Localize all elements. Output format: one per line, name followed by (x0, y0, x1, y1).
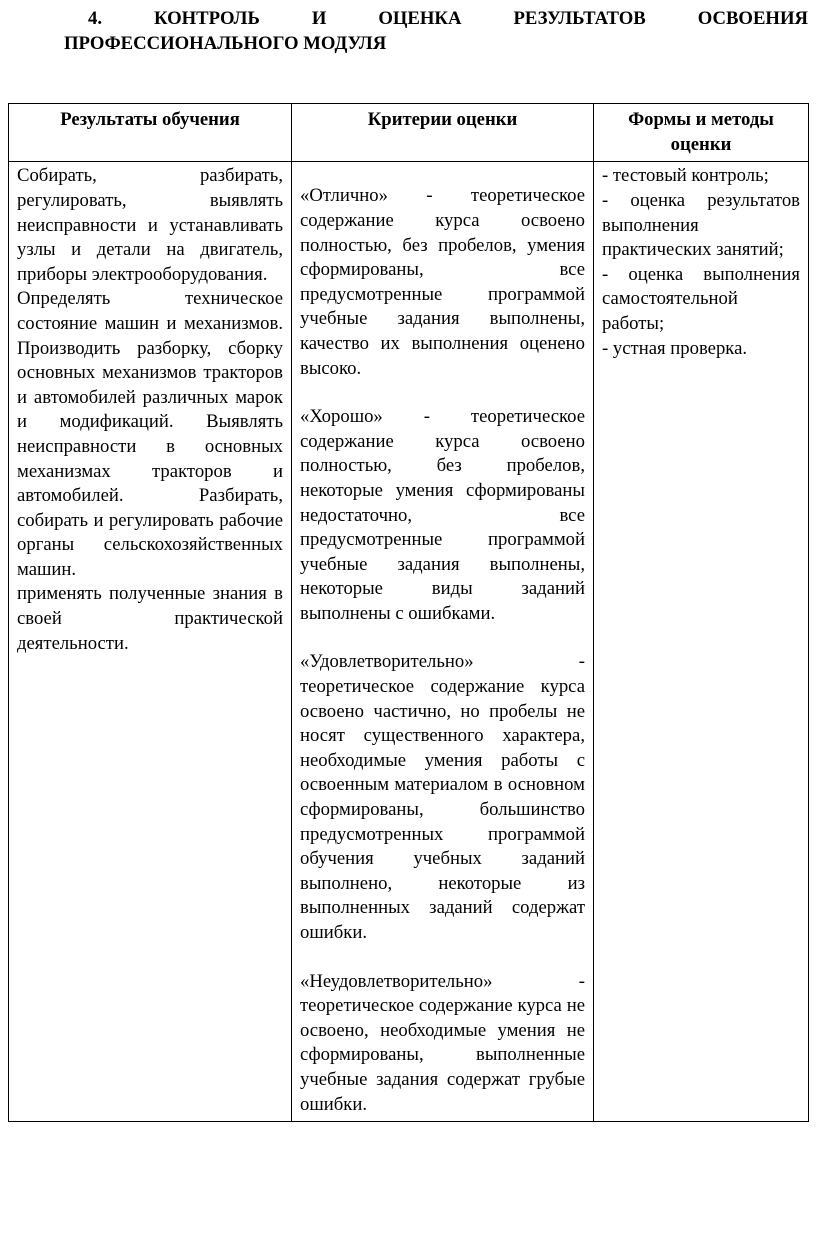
results-paragraph: применять полученные знания в своей практической деятельности. (17, 583, 283, 654)
heading-line-1 (64, 7, 808, 32)
heading-text-line-1: КОНТРОЛЬ И ОЦЕНКА РЕЗУЛЬТАТОВ ОСВОЕНИЯ (154, 8, 808, 29)
column-header-results: Результаты обучения (9, 104, 292, 162)
heading-line-2: ПРОФЕССИОНАЛЬНОГО МОДУЛЯ (64, 32, 387, 54)
methods-item: - устная проверка. (602, 337, 748, 359)
criteria-paragraph-unsatisfactory: «Неудовлетворительно» - теоретическое содержание курса не освоено, необходимые умения не сформированы, выполненные учебные задания содержат грубые ошибки. (300, 970, 585, 1115)
table-header-row (9, 104, 809, 162)
methods-item: - тестовый контроль; (602, 165, 769, 187)
results-paragraph: Собирать, разбирать, регулировать, выявлять неисправности и устанавливать узлы и детали на двигатель, приборы электрооборудования. (17, 165, 283, 285)
section-heading (64, 7, 808, 56)
methods-item: - оценка выполнения самостоятельной работы; (602, 263, 800, 334)
column-header-methods: Формы и методы оценки (594, 104, 809, 162)
criteria-paragraph-good: «Хорошо» - теоретическое содержание курса освоено полностью, без пробелов, некоторые умения сформированы недостаточно, все предусмотренные программой учебные задания выполнены, некоторые виды заданий выполнены с ошибками. (300, 406, 585, 624)
results-paragraph: Определять техническое состояние машин и механизмов. Производить разборку, сборку основных механизмов тракторов и автомобилей различных марок и модификаций. Выявлять неисправности в основных механизмах тракторов и автомобилей. Разбирать, собирать и регулировать рабочие органы сельскохозяйственных машин. (17, 288, 283, 580)
results-cell (9, 162, 292, 1122)
column-header-criteria: Критерии оценки (292, 104, 594, 162)
criteria-cell (292, 162, 594, 1122)
methods-item: - оценка результатов выполнения практических занятий; (602, 189, 800, 261)
assessment-table (8, 103, 809, 1122)
table-body-row (9, 162, 809, 1122)
methods-cell (594, 162, 809, 1122)
criteria-paragraph-excellent: «Отлично» - теоретическое содержание курса освоено полностью, без пробелов, умения сформированы, все предусмотренные программой учебные задания выполнены, качество их выполнения оценено высоко. (300, 185, 585, 379)
criteria-paragraph-satisfactory: «Удовлетворительно» - теоретическое содержание курса освоено частично, но пробелы не носят существенного характера, необходимые умения работы с освоенным материалом в основном сформированы, большинство предусмотренных программой обучения учебных заданий выполнено, некоторые из выполненных заданий содержат ошибки. (300, 651, 585, 943)
section-number: 4. (88, 8, 103, 29)
